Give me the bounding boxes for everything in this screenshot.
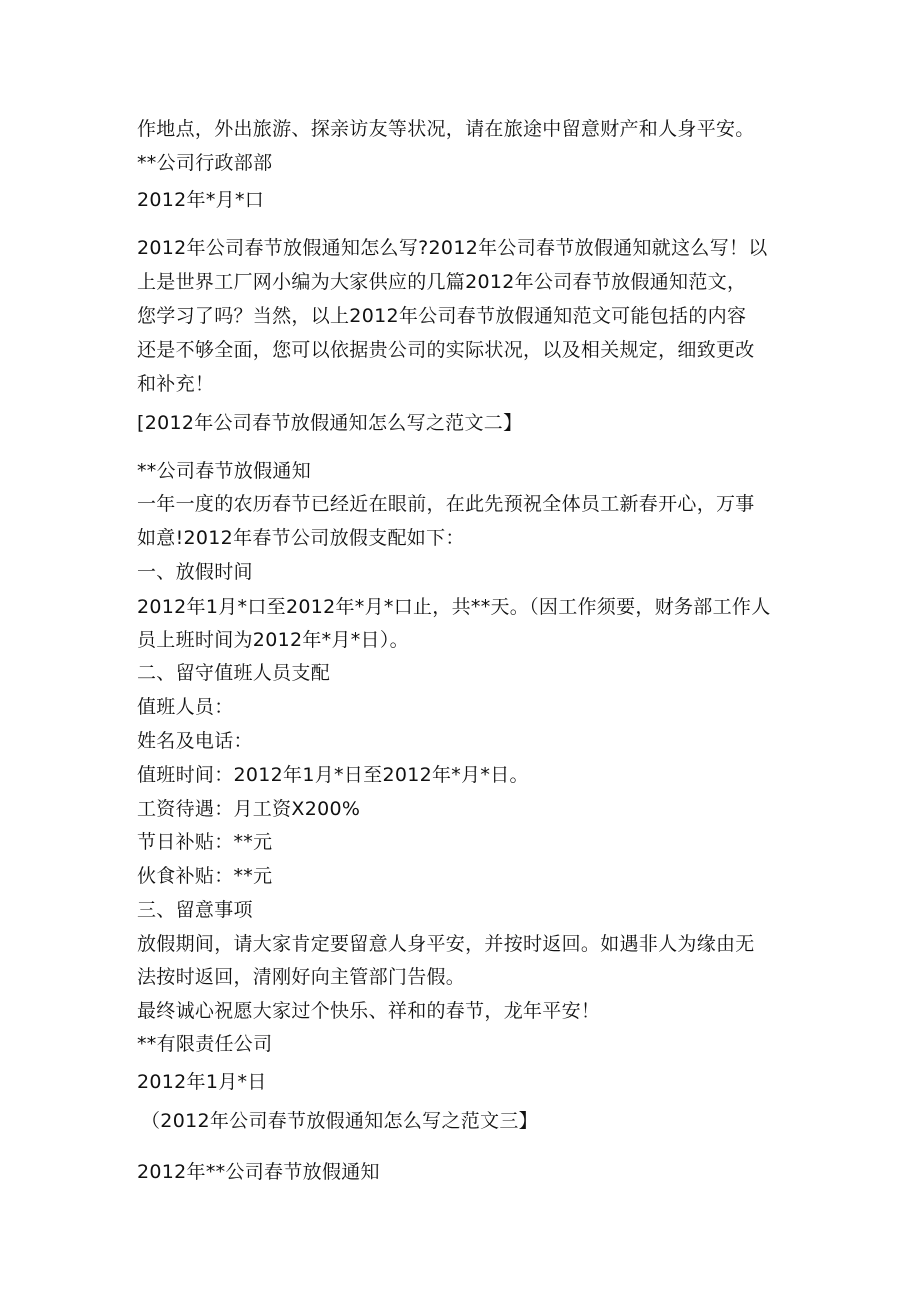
text-line: 您学习了吗？当然，以上2012年公司春节放假通知范文可能包括的内容 — [137, 305, 747, 327]
text-line: 姓名及电话： — [137, 730, 253, 752]
company-signature: **有限责任公司 — [137, 1033, 273, 1055]
text-line: 值班时间：2012年1月*日至2012年*月*日。 — [137, 764, 529, 786]
text-line: 法按时返回，清刚好向主管部门告假。 — [137, 966, 466, 988]
subheading-notes: 三、留意事项 — [137, 899, 253, 921]
signature-date: 2012年1月*日 — [137, 1071, 267, 1093]
text-line: 2012年公司春节放假通知怎么写?2012年公司春节放假通知就这么写！以 — [137, 237, 768, 259]
signature-date: 2012年*月*口 — [137, 189, 265, 211]
text-line: 2012年1月*口至2012年*月*口止，共**天。（因工作须要，财务部工作人 — [137, 596, 771, 618]
section-heading-sample-2: [2012年公司春节放假通知怎么写之范文二】 — [137, 412, 523, 434]
text-line: 员上班时间为2012年*月*日）。 — [137, 629, 409, 651]
text-line: 伙食补贴：**元 — [137, 865, 273, 887]
text-line: 还是不够全面，您可以依据贵公司的实际状况，以及相关规定，细致更改 — [137, 339, 755, 361]
text-line: 最终诚心祝愿大家过个快乐、祥和的春节，龙年平安！ — [137, 1000, 601, 1022]
text-line: 值班人员： — [137, 696, 234, 718]
notice-title: **公司春节放假通知 — [137, 460, 312, 482]
text-line: 工资待遇：月工资X200% — [137, 798, 361, 820]
text-line: 放假期间，请大家肯定要留意人身平安，并按时返回。如遇非人为缘由无 — [137, 933, 755, 955]
subheading-holiday-time: 一、放假时间 — [137, 561, 253, 583]
section-heading-sample-3: （2012年公司春节放假通知怎么写之范文三】 — [141, 1110, 538, 1132]
department-signature: **公司行政部部 — [137, 152, 273, 174]
text-line: 作地点，外出旅游、探亲访友等状况，请在旅途中留意财产和人身平安。 — [137, 118, 755, 140]
text-line: 一年一度的农历春节已经近在眼前，在此先预祝全体员工新春开心，万事 — [137, 493, 755, 515]
notice-title: 2012年**公司春节放假通知 — [137, 1161, 380, 1183]
text-line: 节日补贴：**元 — [137, 831, 273, 853]
subheading-duty-staff: 二、留守值班人员支配 — [137, 662, 331, 684]
text-line: 和补充！ — [137, 373, 215, 395]
text-line: 上是世界工厂网小编为大家供应的几篇2012年公司春节放假通知范文， — [137, 271, 747, 293]
text-line: 如意!2012年春节公司放假支配如下： — [137, 527, 465, 549]
